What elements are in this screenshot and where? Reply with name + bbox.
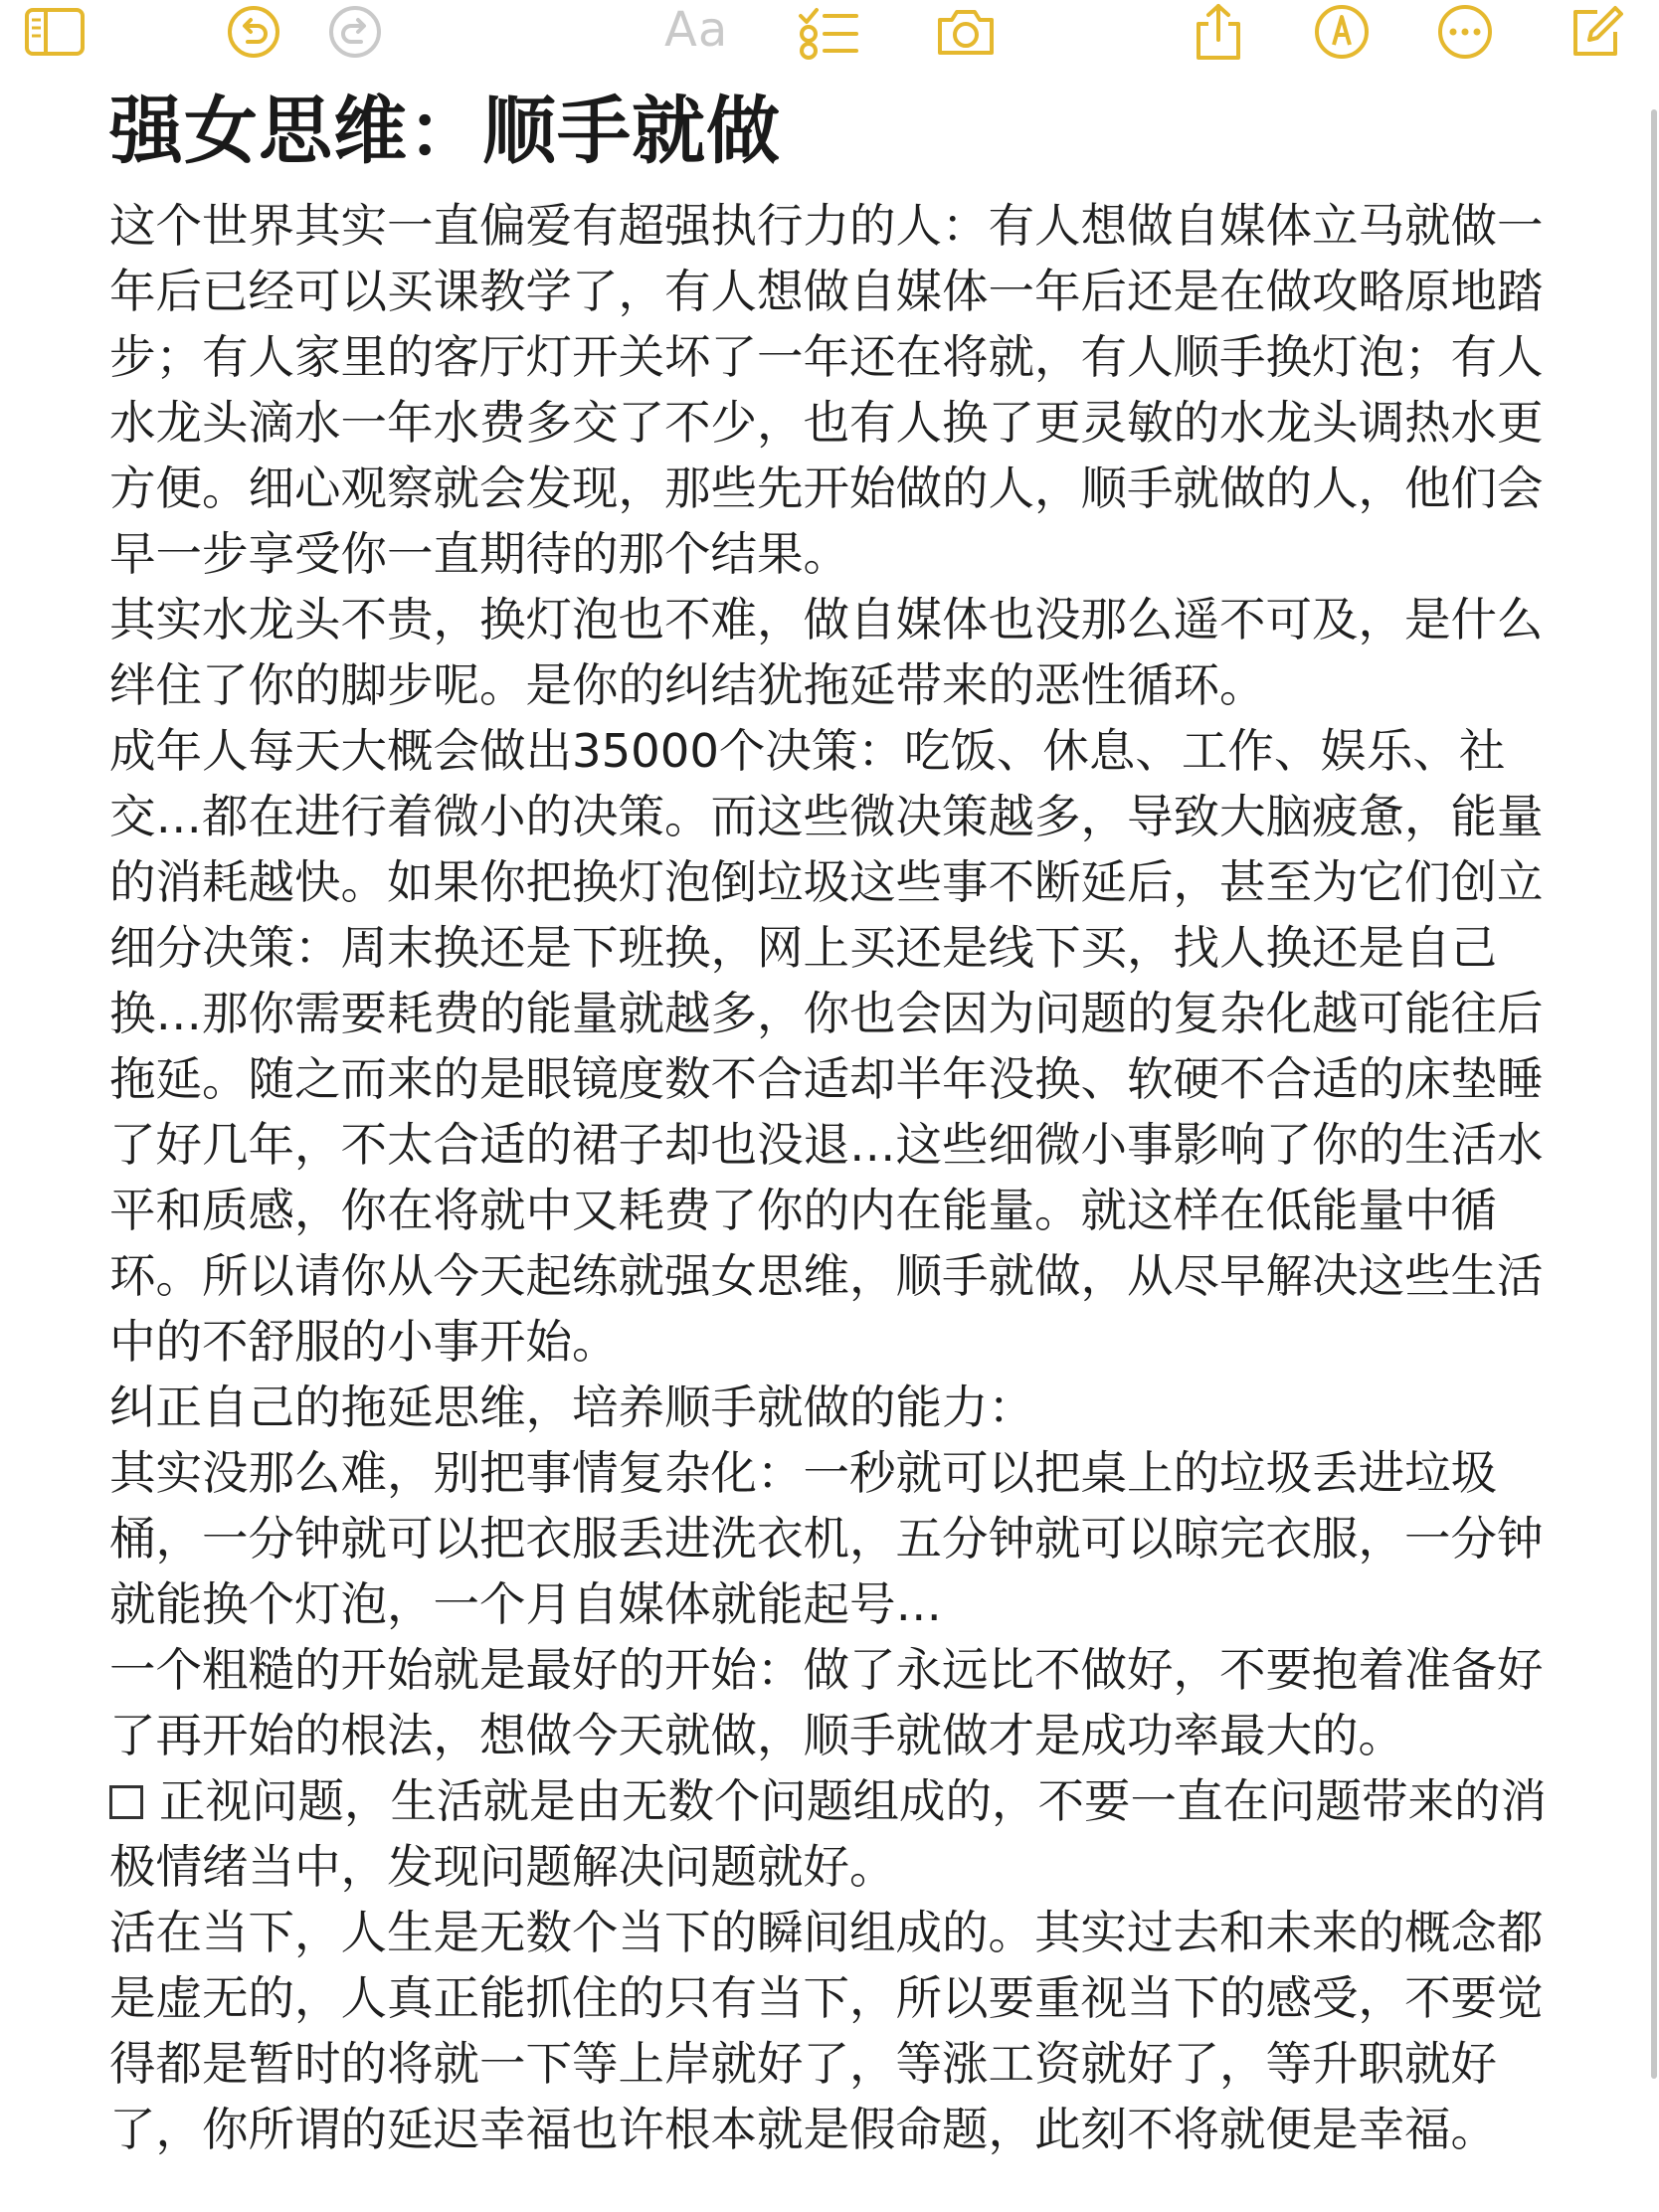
- checklist-item-text: 正视问题，生活就是由无数个问题组成的，不要一直在问题带来的消极情绪当中，发现问题解决问题就好。: [109, 1774, 1547, 1894]
- undo-icon[interactable]: [221, 0, 286, 64]
- redo-icon[interactable]: [322, 0, 388, 64]
- note-paragraph: 活在当下，人生是无数个当下的瞬间组成的。其实过去和未来的概念都是虚无的，人真正能抓住的只有当下，所以要重视当下的感受，不要觉得都是暂时的将就一下等上岸就好了，等涨工资就好了，等升职就好了，你所谓的延迟幸福也许根本就是假命题，此刻不将就便是幸福。: [109, 1906, 1544, 2156]
- format-button[interactable]: Aa: [664, 2, 729, 58]
- scrollbar[interactable]: [1651, 109, 1657, 2079]
- note-checklist-item: [109, 1768, 1562, 1900]
- note-paragraph: 一个粗糙的开始就是最好的开始：做了永远比不做好，不要抱着准备好了再开始的根法，想做今天就做，顺手就做才是成功率最大的。: [109, 1643, 1544, 1762]
- note-title: 强女思维：顺手就做: [109, 89, 781, 174]
- note-paragraph: 其实没那么难，别把事情复杂化：一秒就可以把桌上的垃圾丢进垃圾桶，一分钟就可以把衣服丢进洗衣机，五分钟就可以晾完衣服，一分钟就能换个灯泡，一个月自媒体就能起号…: [109, 1446, 1544, 1631]
- note-paragraph: 这个世界其实一直偏爱有超强执行力的人：有人想做自媒体立马就做一年后已经可以买课教学了，有人想做自媒体一年后还是在做攻略原地踏步；有人家里的客厅灯开关坏了一年还在将就，有人顺手换灯泡；有人水龙头滴水一年水费多交了不少，也有人换了更灵敏的水龙头调热水更方便。细心观察就会发现，那些先开始做的人，顺手就做的人，他们会早一步享受你一直期待的那个结果。: [109, 199, 1544, 581]
- note-body[interactable]: [109, 84, 1562, 2162]
- checklist-icon[interactable]: [796, 0, 861, 64]
- notes-toolbar: [0, 0, 1659, 64]
- sidebar-icon[interactable]: [22, 0, 88, 64]
- share-icon[interactable]: [1186, 0, 1251, 64]
- note-paragraph: 纠正自己的拖延思维，培养顺手就做的能力：: [109, 1381, 1034, 1434]
- checkbox-icon[interactable]: [109, 1785, 143, 1819]
- markup-icon[interactable]: [1309, 0, 1375, 64]
- note-paragraph: 成年人每天大概会做出35000个决策：吃饭、休息、工作、娱乐、社交…都在进行着微小的决策。而这些微决策越多，导致大脑疲惫，能量的消耗越快。如果你把换灯泡倒垃圾这些事不断延后，甚至为它们创立细分决策：周末换还是下班换，网上买还是线下买，找人换还是自己换…那你需要耗费的能量就越多，你也会因为问题的复杂化越可能往后拖延。随之而来的是眼镜度数不合适却半年没换、软硬不合适的床垫睡了好几年，不太合适的裙子却也没退…这些细微小事影响了你的生活水平和质感，你在将就中又耗费了你的内在能量。就这样在低能量中循环。所以请你从今天起练就强女思维，顺手就做，从尽早解决这些生活中的不舒服的小事开始。: [109, 724, 1544, 1369]
- camera-icon[interactable]: [933, 0, 999, 64]
- note-paragraph: 其实水龙头不贵，换灯泡也不难，做自媒体也没那么遥不可及，是什么绊住了你的脚步呢。是你的纠结犹拖延带来的恶性循环。: [109, 593, 1544, 712]
- compose-icon[interactable]: [1564, 0, 1629, 64]
- more-icon[interactable]: [1432, 0, 1498, 64]
